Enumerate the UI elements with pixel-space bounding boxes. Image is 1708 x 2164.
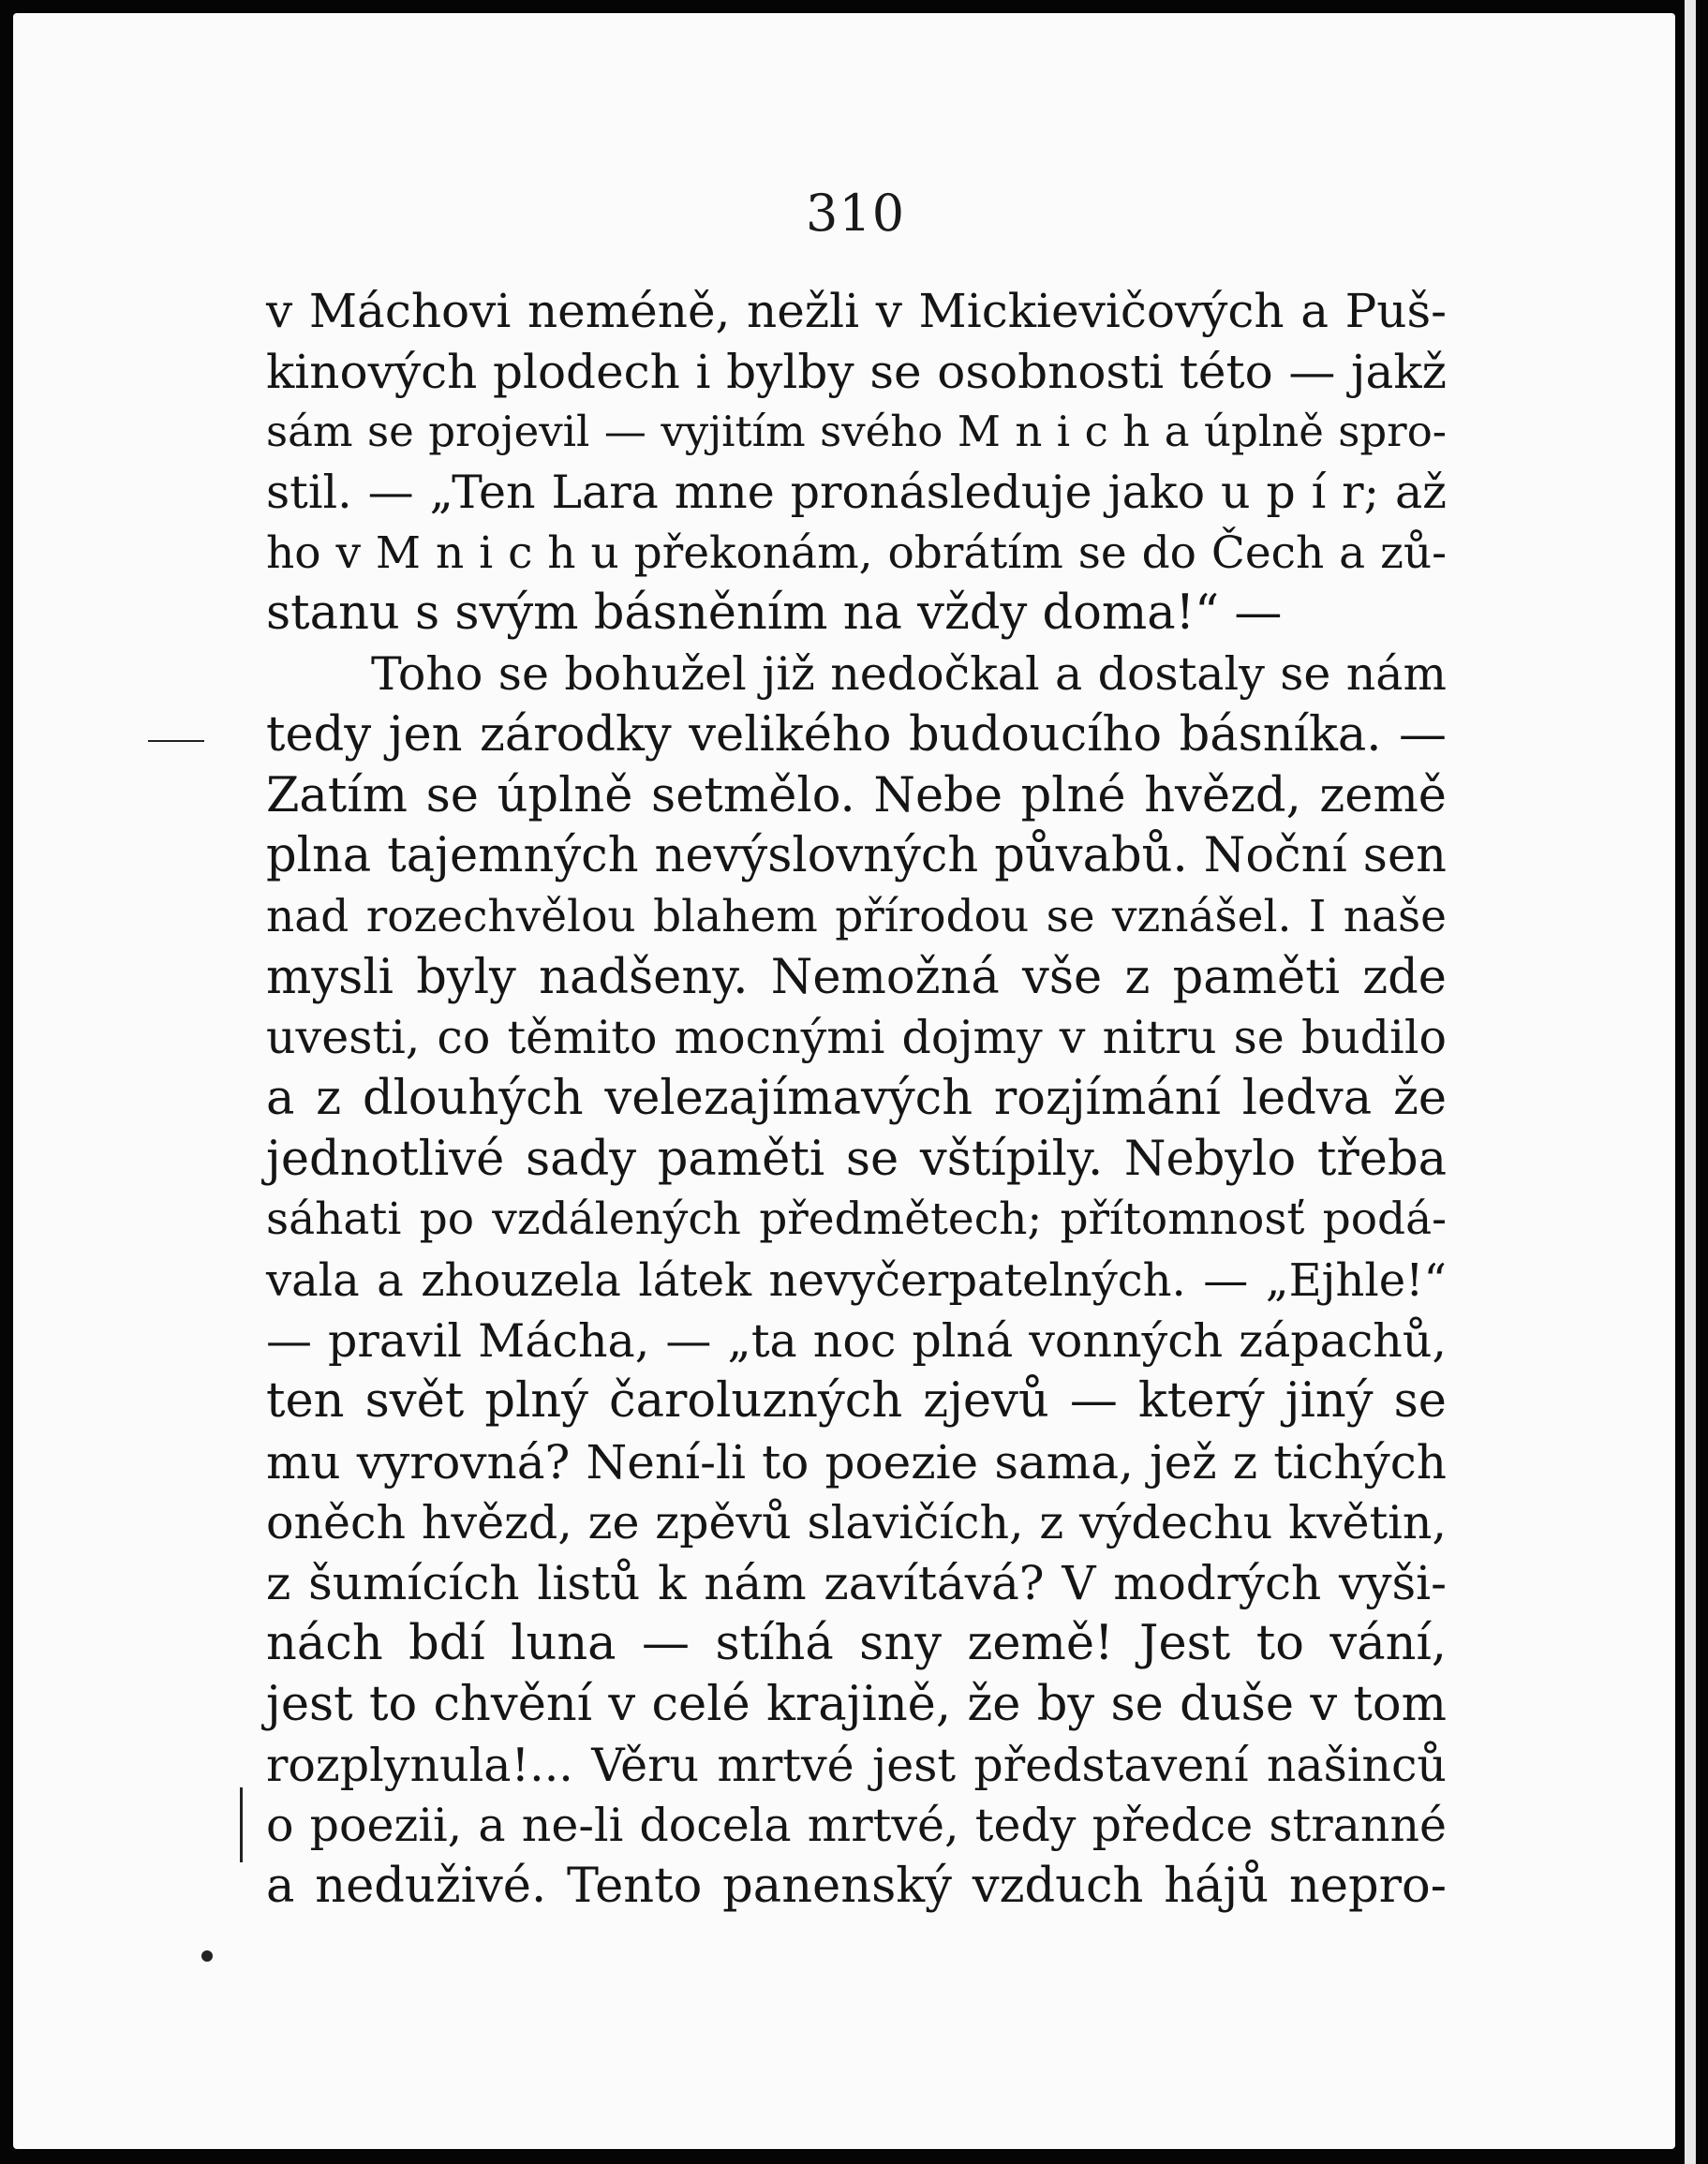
text-line: a z dlouhých velezajímavých rozjímání ledva že — [266, 1070, 1447, 1126]
text-line: stil. — „Ten Lara mne pronásleduje jako u p í r; až — [266, 466, 1447, 520]
text-line: mysli byly nadšeny. Nemožná vše z paměti zde — [266, 949, 1447, 1005]
text-line: jednotlivé sady paměti se vštípily. Nebylo třeba — [266, 1131, 1447, 1187]
text-line: vala a zhouzela látek nevyčerpatelných. — „Ejhle!“ — [266, 1254, 1447, 1307]
text-line: v Máchovi neméně, nežli v Mickievičových a Puš- — [266, 284, 1447, 338]
text-line: nách bdí luna — stíhá sny země! Jest to vání, — [266, 1616, 1447, 1672]
text-line: ho v M n i c h u překonám, obrátím se do Čech a zů- — [266, 526, 1447, 579]
text-line: z šumících listů k nám zavítává? V modrých vyši- — [266, 1556, 1447, 1611]
text-line: jest to chvění v celé krajině, že by se duše v tom — [266, 1676, 1447, 1732]
text-line: Zatím se úplně setmělo. Nebe plné hvězd, země — [266, 767, 1447, 823]
text-line: a neduživé. Tento panenský vzduch hájů nepro- — [266, 1858, 1447, 1914]
text-line: rozplynula!... Věru mrtvé jest představení našinců — [266, 1738, 1447, 1792]
margin-dash-mark — [148, 740, 204, 742]
text-line: Toho se bohužel již nedočkal a dostaly se nám — [371, 647, 1447, 702]
text-line: sáhati po vzdálených předmětech; přítomnosť podá- — [266, 1193, 1447, 1246]
page-number: 310 — [806, 184, 906, 243]
text-line: oněch hvězd, ze zpěvů slavičích, z výdechu květin, — [266, 1495, 1447, 1549]
text-line: tedy jen zárodky velikého budoucího básníka. — — [266, 706, 1447, 763]
text-line: kinových plodech i bylby se osobnosti této — jakž — [266, 344, 1447, 399]
text-line: ten svět plný čaroluzných zjevů — který jiný se — [266, 1373, 1447, 1430]
text-line: o poezii, a ne-li docela mrtvé, tedy předce stranné — [266, 1799, 1447, 1853]
text-line: nad rozechvělou blahem přírodou se vznášel. I naše — [266, 890, 1447, 942]
text-line: plna tajemných nevýslovných půvabů. Noční sen — [266, 828, 1447, 884]
text-line: stanu s svým básněním na vždy doma!“ — — [266, 585, 1283, 642]
text-line: uvesti, co těmito mocnými dojmy v nitru se budilo — [266, 1011, 1447, 1065]
margin-vertical-mark — [240, 1787, 243, 1862]
text-line: — pravil Mácha, — „ta noc plná vonných zápachů, — [266, 1313, 1447, 1368]
margin-dot-mark — [201, 1950, 213, 1962]
adjacent-page-edge — [1685, 0, 1696, 2164]
body-text — [266, 281, 1447, 1918]
text-line: mu vyrovná? Není-li to poezie sama, jež z tichých — [266, 1435, 1447, 1490]
text-line: sám se projevil — vyjitím svého M n i c h a úplně spro- — [266, 407, 1447, 457]
